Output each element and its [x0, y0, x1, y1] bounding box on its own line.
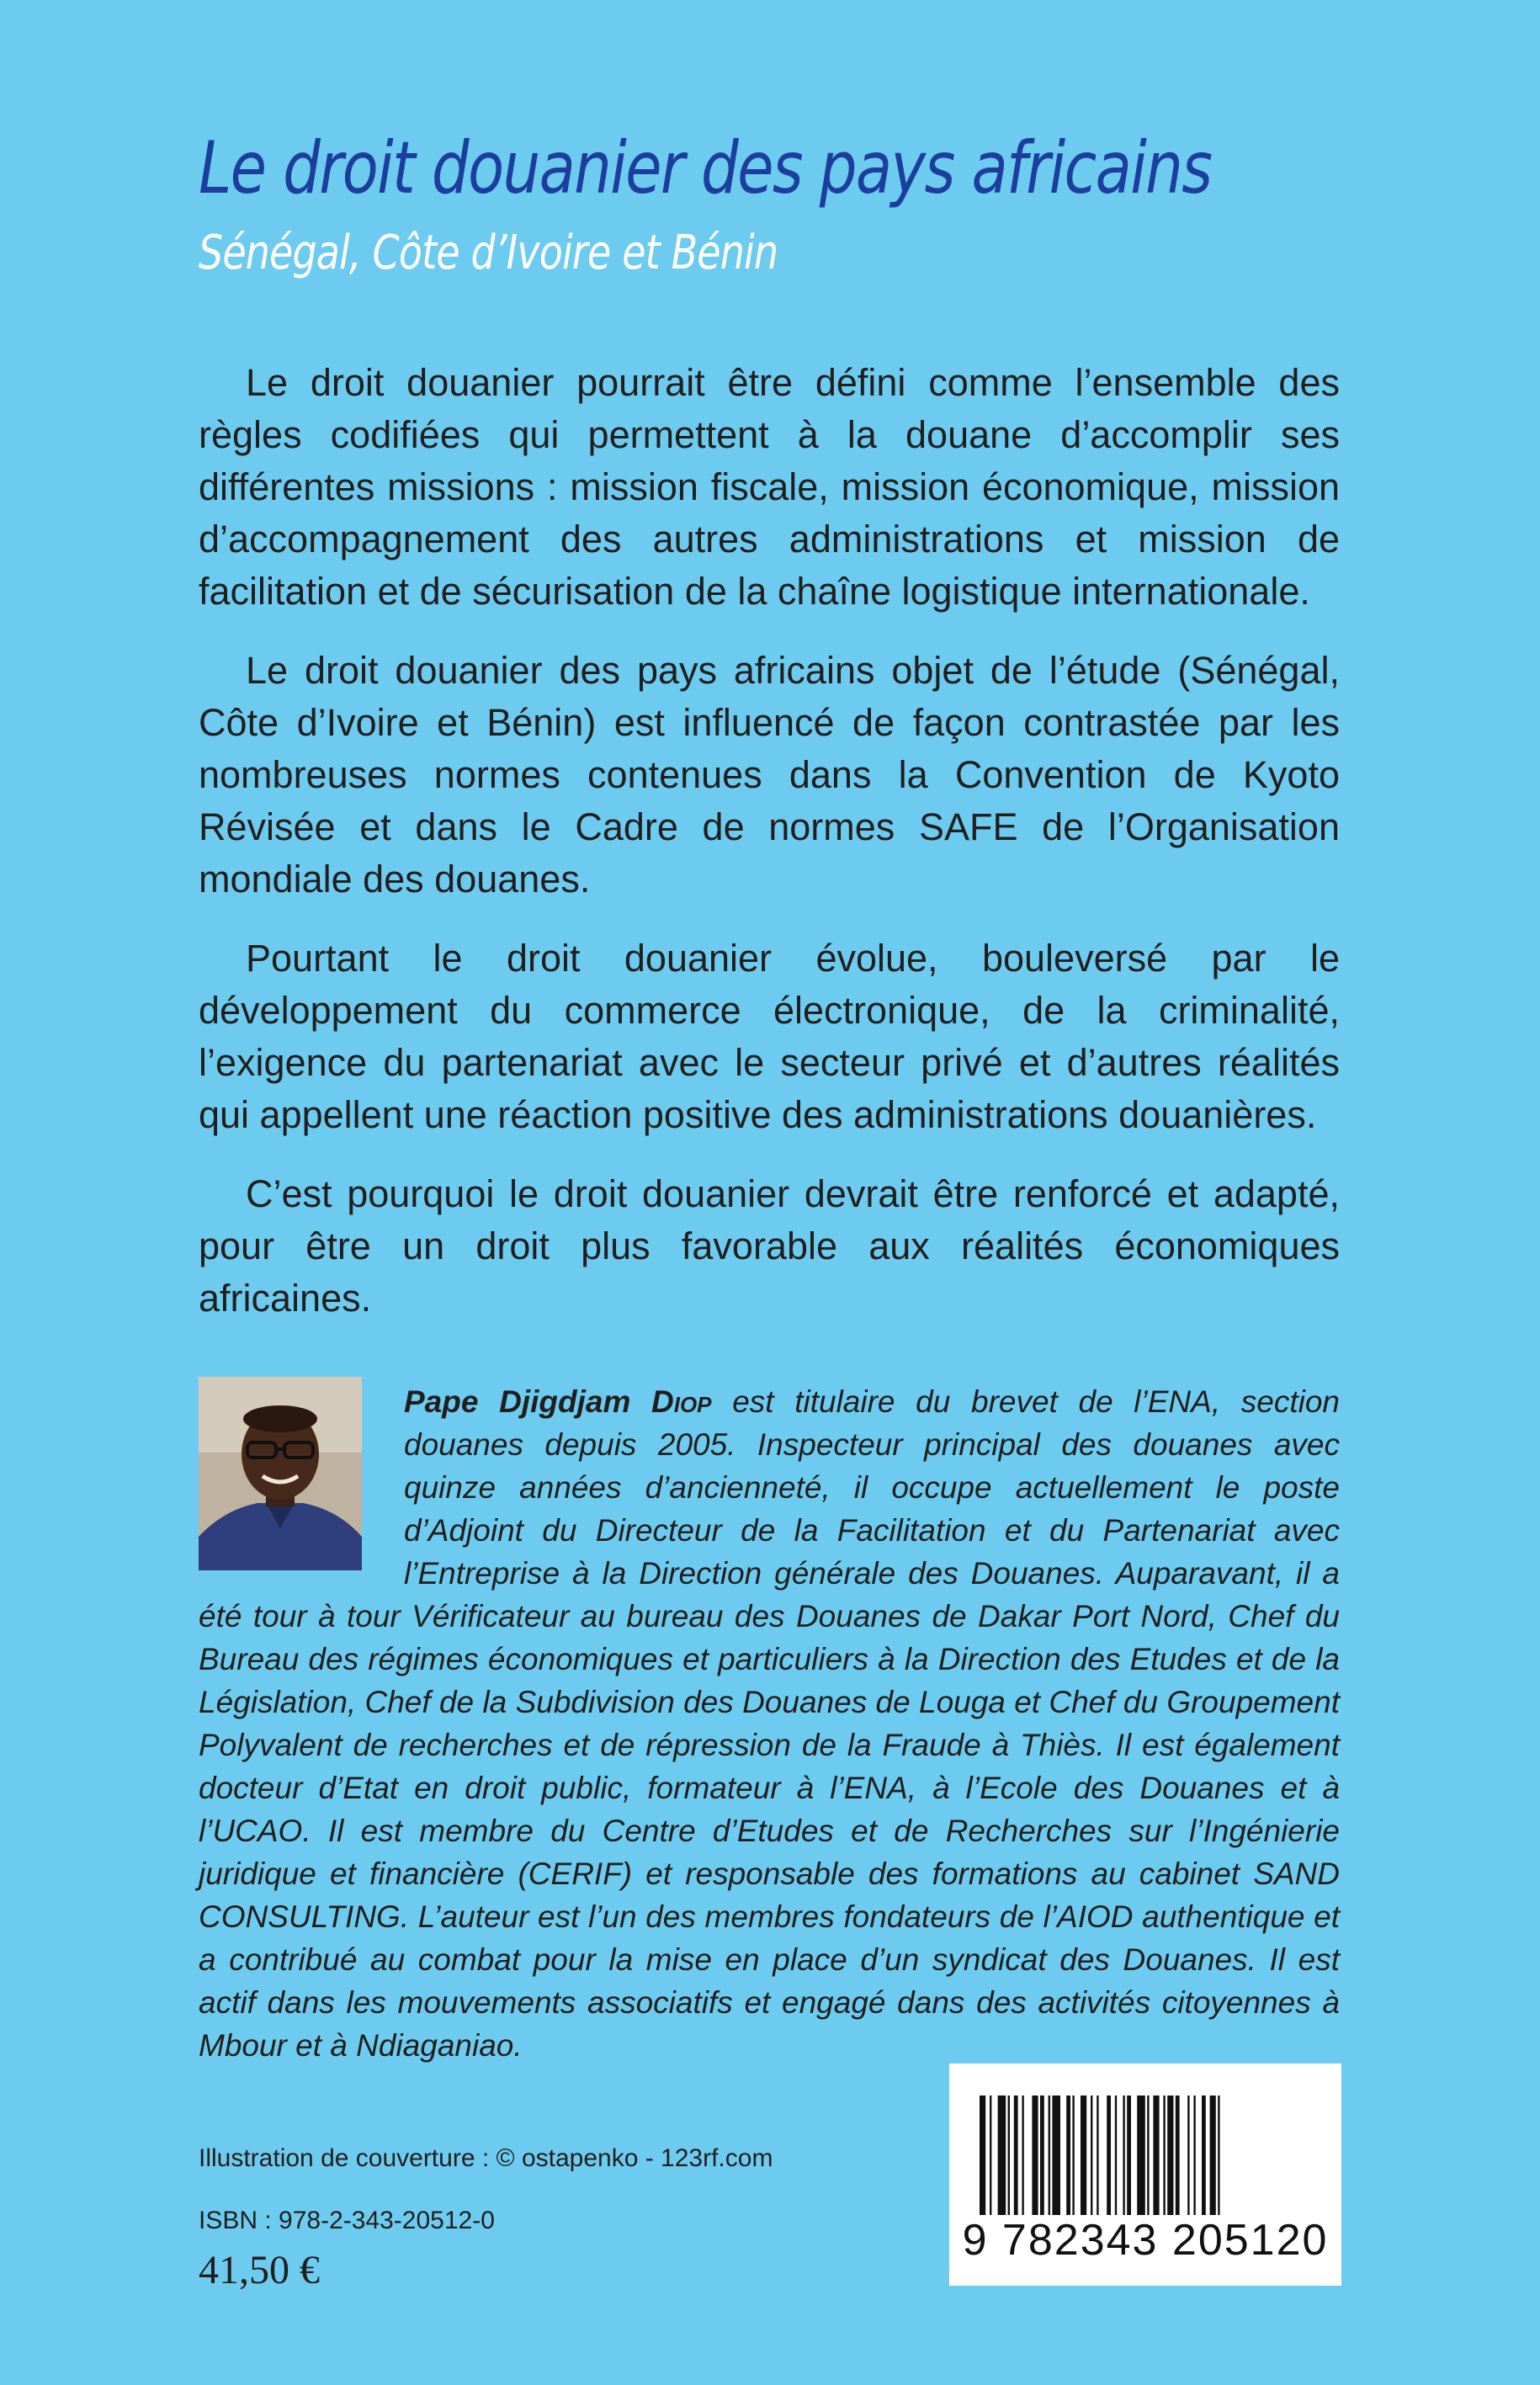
barcode-bar — [1008, 2096, 1010, 2215]
barcode-bar — [1210, 2096, 1216, 2215]
barcode-bar — [1115, 2096, 1117, 2215]
barcode-bar — [990, 2096, 991, 2215]
barcode-bar — [1032, 2096, 1038, 2215]
barcode-bar — [1052, 2096, 1060, 2215]
barcode-bar — [1127, 2096, 1131, 2215]
price: 41,50 € — [199, 2248, 320, 2292]
barcode-bar — [1097, 2096, 1098, 2215]
barcode-bar — [1147, 2096, 1149, 2215]
barcode-bar — [1187, 2096, 1189, 2215]
summary-text — [199, 357, 1340, 1352]
barcode-bar — [1218, 2096, 1219, 2215]
barcode-bar — [1153, 2096, 1159, 2215]
book-subtitle: Sénégal, Côte d’Ivoire et Bénin — [199, 226, 778, 280]
summary-paragraph: Le droit douanier des pays africains objet de l’étude (Sénégal, Côte d’Ivoire et Bénin) est influencé de façon contrastée par les nombreuses normes contenues dans la Convention de Kyoto Révisée et dans le Cadre de normes SAFE de l’Organisation mondiale des douanes. — [199, 649, 1340, 900]
barcode-bar — [1081, 2096, 1086, 2215]
barcode-digits: 9 782343 205120 — [962, 2216, 1329, 2265]
summary-paragraph: Pourtant le droit douanier évolue, bouleversé par le développement du commerce électronique, de la criminalité, l’exigence du partenariat avec le secteur privé et d’autres réalités qui appellent une réaction positive des administrations douanières. — [199, 937, 1340, 1136]
author-first-name: Pape Djigdjam — [404, 1384, 631, 1419]
summary-paragraph: Le droit douanier pourrait être défini comme l’ensemble des règles codifiées qui permettent à la douane d’accomplir ses différentes missions : mission fiscale, mission économique, mission d’accompagnement des autres administrations et mission de facilitation et de sécurisation de la chaîne logistique internationale. — [199, 361, 1340, 613]
barcode-bar — [1091, 2096, 1092, 2215]
barcode-bar — [1040, 2096, 1044, 2215]
isbn: ISBN : 978-2-343-20512-0 — [199, 2207, 495, 2234]
barcode-box — [949, 2064, 1341, 2286]
barcode-bar — [1163, 2096, 1165, 2215]
barcode-bar — [980, 2096, 985, 2215]
author-last-name: Diop — [651, 1384, 712, 1419]
barcode-bar — [1123, 2096, 1124, 2215]
author-bio — [199, 1380, 1340, 2067]
barcode-icon — [980, 2096, 1311, 2215]
barcode-bar — [1049, 2096, 1050, 2215]
summary-paragraph: C’est pourquoi le droit douanier devrait être renforcé et adapté, pour être un droit plus favorable aux réalités économiques africaines. — [199, 1172, 1340, 1320]
barcode-bar — [1022, 2096, 1023, 2215]
barcode-bar — [1167, 2096, 1173, 2215]
barcode-bar — [1202, 2096, 1206, 2215]
barcode-bar — [1107, 2096, 1111, 2215]
cover-illustration-credit: Illustration de couverture : © ostapenko - 123rf.com — [199, 2144, 773, 2172]
author-bio-text: est titulaire du brevet de l’ENA, section douanes depuis 2005. Inspecteur principal des douanes avec quinze années d’ancienneté, il occupe actuellement le poste d’Adjoint du Directeur de la Facilitation et du Partenariat avec l’Entreprise à la Direction générale des Douanes. Auparavant, il a été tour à tour Vérificateur au bureau des Douanes de Dakar Port Nord, Chef du Bureau des régimes économiques et particuliers à la Direction des Etudes et de la Législation, Chef de la Subdivision des Douanes de Louga et Chef du Groupement Polyvalent de recherches et de répression de la Fraude à Thiès. Il est également docteur d’Etat en droit public, formateur à l’ENA, à l’Ecole des Douanes et à l’UCAO. Il est membre du Centre d’Etudes et de Recherches sur l’Ingénierie juridique et financière (CERIF) et responsable des formations au cabinet SAND CONSULTING. L’auteur est l’un des membres fondateurs de l’AIOD authentique et a contribué au combat pour la mise en place d’un syndicat des Douanes. Il est actif dans les mouvements associatifs et engagé dans des activités citoyennes à Mbour et à Ndiaganiao. — [199, 1384, 1341, 2063]
barcode-bar — [998, 2096, 1006, 2215]
barcode-bar — [1193, 2096, 1195, 2215]
barcode-bar — [1176, 2096, 1180, 2215]
barcode-bar — [1072, 2096, 1074, 2215]
barcode-bar — [1137, 2096, 1145, 2215]
barcode-bar — [1066, 2096, 1070, 2215]
barcode-bar — [1014, 2096, 1018, 2215]
book-title: Le droit douanier des pays africains — [199, 126, 1212, 210]
